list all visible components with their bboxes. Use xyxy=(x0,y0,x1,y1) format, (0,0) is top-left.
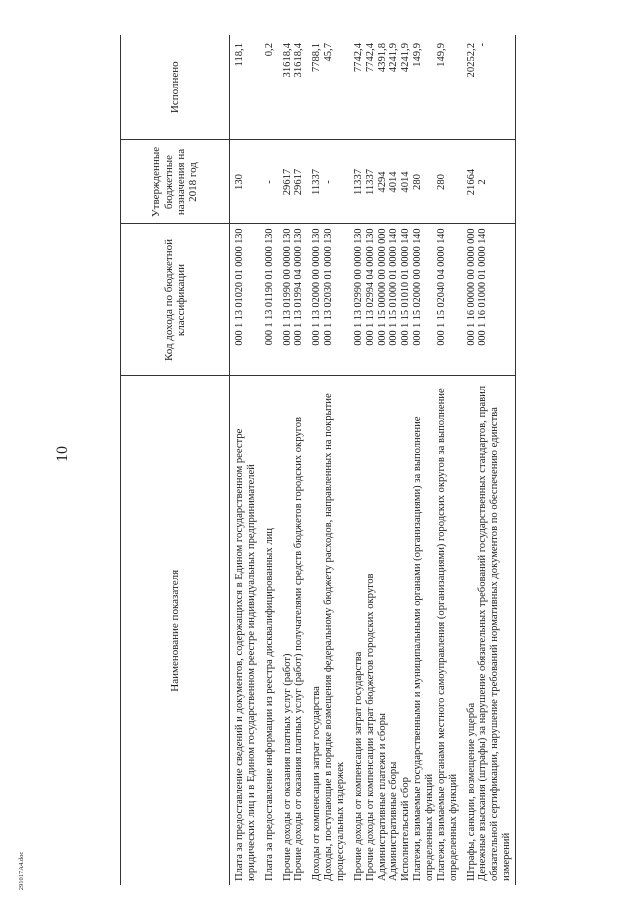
row-indicator-name: Плата за предоставление сведений и документов, содержащихся в Едином государственном реестре юридических лиц и в Едином государственном реестре индивидуальных предпринимателей xyxy=(234,428,257,881)
file-name: 291017A4.doc xyxy=(18,851,25,891)
row-executed-amount: 7788,1 xyxy=(305,35,323,140)
table-row xyxy=(365,35,377,885)
row-approved-amount: 4014 xyxy=(388,140,400,224)
row-indicator-name: Плата за предоставление информации из реестра дисквалифицированных лиц xyxy=(263,528,275,881)
row-approved-amount: 2 xyxy=(477,140,515,224)
header-indicator-name: Наименование показателя xyxy=(121,376,230,885)
row-income-code: 000 1 16 01000 01 0000 140 xyxy=(477,224,515,376)
row-approved-amount: 280 xyxy=(436,140,460,224)
row-income-code: 000 1 15 01010 01 0000 140 xyxy=(400,224,412,376)
table-row xyxy=(460,35,478,885)
row-executed-amount: 45,7 xyxy=(323,35,347,140)
row-income-code: 000 1 15 01000 01 0000 140 xyxy=(388,224,400,376)
table-row xyxy=(388,35,400,885)
budget-document xyxy=(120,35,592,885)
row-indicator-name: Доходы от компенсации затрат государства xyxy=(311,686,323,881)
row-approved-amount: 21664 xyxy=(460,140,478,224)
table-row xyxy=(347,35,365,885)
row-income-code: 000 1 13 01994 04 0000 130 xyxy=(293,224,305,376)
table-row xyxy=(412,35,436,885)
row-approved-amount: 11337 xyxy=(305,140,323,224)
table-row xyxy=(258,35,276,885)
row-approved-amount: 11337 xyxy=(365,140,377,224)
page-number: 10 xyxy=(54,446,71,462)
row-executed-amount: 31618,4 xyxy=(276,35,294,140)
budget-income-table xyxy=(120,35,516,885)
row-executed-amount: 4241,9 xyxy=(388,35,400,140)
row-indicator-name: Денежные взыскания (штрафы) за нарушение обязательных требований государственных стандартов, правил обязательной сертификации, нарушение требований нормативных документов по обеспечению единства измерений xyxy=(477,376,515,885)
table-row xyxy=(276,35,294,885)
row-executed-amount: 7742,4 xyxy=(347,35,365,140)
row-executed-amount: 149,9 xyxy=(436,35,460,140)
row-approved-amount: 4294 xyxy=(377,140,389,224)
row-executed-amount: 0,2 xyxy=(258,35,276,140)
row-indicator-name: Доходы, поступающие в порядке возмещения федеральному бюджету расходов, направленных на покрытие процессуальных издержек xyxy=(323,393,347,881)
table-row xyxy=(323,35,347,885)
row-indicator-name: Прочие доходы от оказания платных услуг (работ) xyxy=(281,653,293,881)
row-income-code: 000 1 13 02994 04 0000 130 xyxy=(365,224,377,376)
row-approved-amount: - xyxy=(258,140,276,224)
table-row xyxy=(293,35,305,885)
row-approved-amount: 4014 xyxy=(400,140,412,224)
row-executed-amount: 4241,9 xyxy=(400,35,412,140)
row-income-code: 000 1 15 00000 00 0000 000 xyxy=(377,224,389,376)
row-approved-amount: 280 xyxy=(412,140,436,224)
row-executed-amount: 20252,2 xyxy=(460,35,478,140)
row-indicator-name: Административные платежи и сборы xyxy=(376,713,388,881)
row-executed-amount: 7742,4 xyxy=(365,35,377,140)
row-approved-amount: 11337 xyxy=(347,140,365,224)
row-indicator-name: Административные сборы xyxy=(388,761,400,881)
row-income-code: 000 1 13 01990 00 0000 130 xyxy=(276,224,294,376)
row-income-code: 000 1 15 02040 04 0000 140 xyxy=(436,224,460,376)
row-approved-amount: - xyxy=(323,140,347,224)
row-income-code: 000 1 13 01020 01 0000 130 xyxy=(230,224,258,376)
row-indicator-name: Исполнительский сбор xyxy=(400,777,412,881)
row-income-code: 000 1 16 00000 00 0000 000 xyxy=(460,224,478,376)
header-executed: Исполнено xyxy=(121,35,230,140)
row-executed-amount: 4391,8 xyxy=(377,35,389,140)
table-row xyxy=(305,35,323,885)
row-indicator-name: Платежи, взимаемые органами местного самоуправления (организациями) городских округов за выполнение определенных функций xyxy=(435,388,459,881)
row-indicator-name: Прочие доходы от компенсации затрат бюджетов городских округов xyxy=(364,573,376,881)
row-executed-amount: 149,9 xyxy=(412,35,436,140)
row-executed-amount: 118,1 xyxy=(230,35,258,140)
row-indicator-name: Платежи, взимаемые государственными и муниципальными органами (организациями) за выполнение определенных функций xyxy=(412,416,436,881)
table-row xyxy=(400,35,412,885)
table-body xyxy=(230,35,516,885)
row-indicator-name: Штрафы, санкции, возмещение ущерба xyxy=(465,702,477,881)
table-row xyxy=(436,35,460,885)
row-income-code: 000 1 13 02990 00 0000 130 xyxy=(347,224,365,376)
row-income-code: 000 1 15 02000 00 0000 140 xyxy=(412,224,436,376)
table-row xyxy=(230,35,258,885)
header-approved-2018: Утвержденные бюджетные назначения на 2018 год xyxy=(121,140,230,224)
row-indicator-name: Прочие доходы от оказания платных услуг (работ) получателями средств бюджетов городских округов xyxy=(293,416,305,881)
row-executed-amount: - xyxy=(477,35,515,140)
header-income-code: Код дохода по бюджетной классификации xyxy=(121,224,230,376)
row-income-code: 000 1 13 02030 01 0000 130 xyxy=(323,224,347,376)
row-income-code: 000 1 13 01190 01 0000 130 xyxy=(258,224,276,376)
row-approved-amount: 130 xyxy=(230,140,258,224)
table-row xyxy=(377,35,389,885)
table-header-row xyxy=(121,35,230,885)
row-indicator-name: Прочие доходы от компенсации затрат государства xyxy=(352,651,364,881)
row-executed-amount: 31618,4 xyxy=(293,35,305,140)
table-row xyxy=(477,35,515,885)
row-approved-amount: 29617 xyxy=(293,140,305,224)
row-income-code: 000 1 13 02000 00 0000 130 xyxy=(305,224,323,376)
row-approved-amount: 29617 xyxy=(276,140,294,224)
